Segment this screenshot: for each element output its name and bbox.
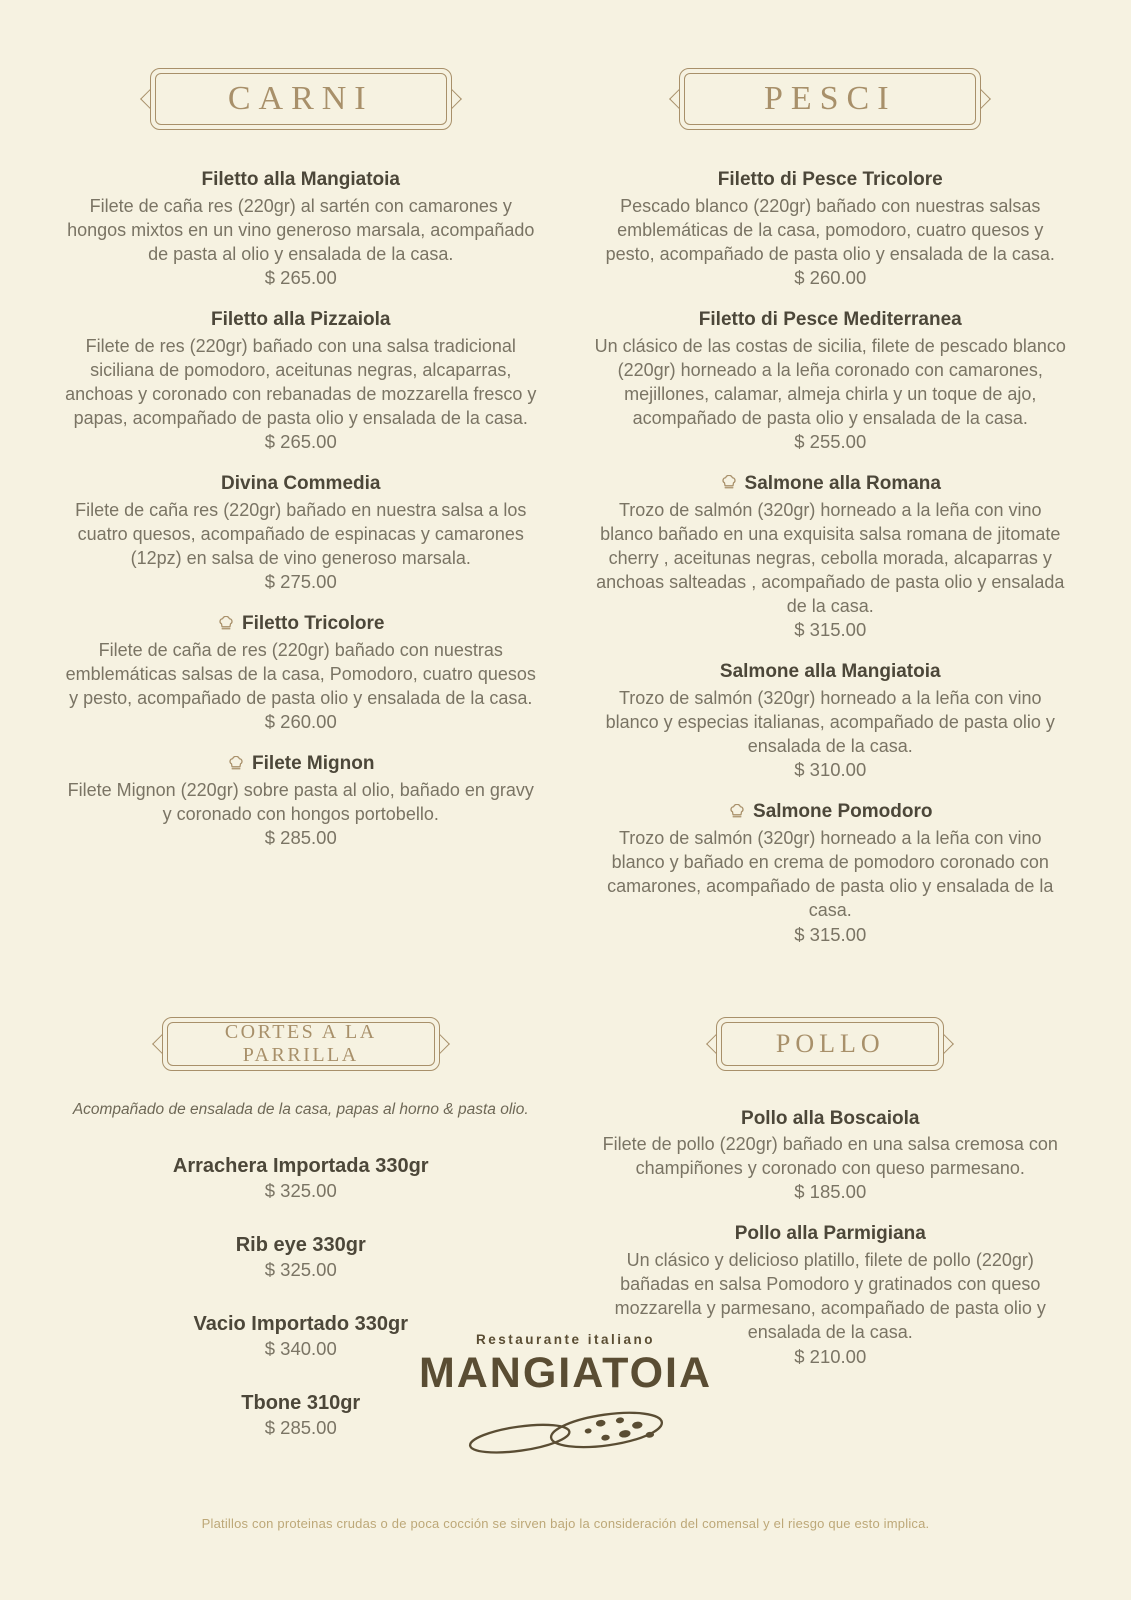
item-price: $ 285.00 — [264, 1416, 337, 1438]
item-name: Filetto alla Mangiatoia — [201, 169, 400, 190]
item-name: Pollo alla Boscaiola — [741, 1107, 920, 1129]
item-price: $ 185.00 — [794, 1181, 867, 1203]
item-name — [64, 752, 538, 777]
pesci-items — [594, 168, 1068, 946]
item-price: $ 260.00 — [264, 711, 337, 733]
item-name: Arrachera Importada 330gr — [172, 1154, 429, 1177]
item-name — [594, 800, 1068, 825]
item-name-text: Salmone Pomodoro — [753, 801, 933, 823]
item-name-text: Filetto Tricolore — [241, 613, 385, 635]
item-price: $ 325.00 — [264, 1258, 337, 1280]
menu-item — [64, 472, 538, 593]
item-price: $ 315.00 — [794, 923, 867, 945]
menu-item — [594, 168, 1068, 289]
pizza-paddle-icon — [0, 1398, 1131, 1465]
item-description: Filete de pollo (220gr) bañado en una salsa cremosa con champiñones y coronado con queso parmesano. — [602, 1134, 1058, 1179]
item-price: $ 255.00 — [794, 431, 867, 453]
cortes-title: CORTES A LA PARRILLA — [167, 1022, 435, 1066]
item-description: Filete Mignon (220gr) sobre pasta al olio, bañado en gravy y coronado con hongos portobello. — [67, 779, 534, 824]
pollo-items — [594, 1107, 1068, 1368]
restaurant-logo — [0, 1332, 1131, 1465]
item-name-text: Filete Mignon — [252, 753, 375, 775]
item-description: Trozo de salmón (320gr) horneado a la leña con vino blanco y especias italianas, acompañado de pasta olio y ensalada de la casa. — [605, 688, 1055, 757]
cortes-note: Acompañado de ensalada de la casa, papas al horno & pasta olio. — [72, 1100, 529, 1118]
item-description: Trozo de salmón (320gr) horneado a la leña con vino blanco bañado en una exquisita salsa romana de jitomate cherry , aceitunas negras, cebolla morada, alcaparras y anchoas salteadas , acompañado de pasta olio y ensalada de la casa. — [596, 499, 1065, 617]
item-description: Trozo de salmón (320gr) horneado a la leña con vino blanco y bañado en crema de pomodoro coronado con camarones, acompañado de pasta olio y ensalada de la casa. — [607, 828, 1054, 921]
menu-item — [64, 308, 538, 453]
item-price: $ 260.00 — [794, 267, 867, 289]
pesci-header-frame — [679, 68, 981, 130]
menu-item — [64, 168, 538, 289]
menu-item — [594, 660, 1068, 781]
item-price: $ 265.00 — [264, 267, 337, 289]
chef-hat-icon — [728, 804, 746, 822]
carni-title: CARNI — [155, 73, 447, 125]
menu-item — [594, 800, 1068, 945]
item-price: $ 325.00 — [264, 1179, 337, 1201]
chef-hat-icon — [217, 616, 235, 634]
item-name: Tbone 310gr — [241, 1391, 361, 1414]
carni-items — [64, 168, 538, 849]
pesci-title: PESCI — [684, 73, 976, 125]
item-description: Un clásico y delicioso platillo, filete de pollo (220gr) bañadas en salsa Pomodoro y gratinados con queso mozzarella y parmesano, acompañado de pasta olio y ensalada de la casa. — [614, 1250, 1046, 1343]
item-price: $ 310.00 — [794, 759, 867, 781]
menu-item — [64, 1232, 538, 1281]
section-carni — [64, 68, 538, 965]
menu-item — [594, 308, 1068, 453]
item-name: Filetto alla Pizzaiola — [211, 309, 391, 331]
item-name: Vacio Importado 330gr — [193, 1312, 408, 1335]
item-description: Filete de caña res (220gr) bañado en nuestra salsa a los cuatro quesos, acompañado de espinacas y camarones (12pz) en salsa de vino generoso marsala. — [75, 499, 527, 569]
item-name — [594, 472, 1068, 497]
footer-disclaimer: Platillos con proteinas crudas o de poca cocción se sirven bajo la consideración del comensal y el riesgo que esto implica. — [201, 1516, 930, 1531]
item-description: Pescado blanco (220gr) bañado con nuestras salsas emblemáticas de la casa, pomodoro, cuatro quesos y pesto, acompañado de pasta olio y ensalada de la casa. — [605, 195, 1055, 264]
item-name: Pollo alla Parmigiana — [734, 1223, 926, 1245]
item-name — [64, 612, 538, 637]
item-price: $ 275.00 — [264, 571, 337, 593]
item-description: Un clásico de las costas de sicilia, filete de pescado blanco (220gr) horneado a la leña coronado con camarones, mejillones, calamar, almeja chirla y un toque de ajo, acompañado de pasta olio y ensalada de la casa. — [594, 335, 1066, 429]
item-name: Salmone alla Mangiatoia — [719, 661, 941, 683]
menu-item — [64, 612, 538, 733]
logo-name: MANGIATOIA — [418, 1349, 713, 1397]
menu-item — [594, 1107, 1068, 1204]
menu-item — [64, 1153, 538, 1202]
item-description: Filete de caña res (220gr) al sartén con camarones y hongos mixtos en un vino generoso marsala, acompañado de pasta al olio y ensalada de la casa. — [67, 195, 535, 264]
item-price: $ 315.00 — [794, 619, 867, 641]
item-name-text: Salmone alla Romana — [744, 473, 941, 495]
carni-header-frame — [150, 68, 452, 130]
section-pesci — [594, 68, 1068, 965]
pollo-title: POLLO — [721, 1022, 939, 1066]
item-description: Filete de res (220gr) bañado con una salsa tradicional siciliana de pomodoro, aceitunas negras, alcaparras, anchoas y coronado con rebanadas de mozzarella fresco y papas, acompañado de pasta olio y ensalada de la casa. — [65, 335, 537, 429]
item-name: Filetto di Pesce Mediterranea — [698, 309, 962, 331]
logo-tagline: Restaurante italiano — [475, 1332, 656, 1347]
item-price: $ 340.00 — [264, 1337, 337, 1359]
chef-hat-icon — [227, 756, 245, 774]
cortes-header-frame — [162, 1017, 440, 1071]
menu-item — [64, 752, 538, 849]
item-price: $ 265.00 — [264, 431, 337, 453]
item-name: Rib eye 330gr — [235, 1233, 366, 1256]
item-description: Filete de caña de res (220gr) bañado con nuestras emblemáticas salsas de la casa, Pomodoro, cuatro quesos y pesto, acompañado de pasta olio y ensalada de la casa. — [65, 639, 536, 709]
item-name: Filetto di Pesce Tricolore — [717, 169, 943, 190]
chef-hat-icon — [720, 475, 738, 493]
item-name: Divina Commedia — [221, 473, 381, 495]
item-price: $ 285.00 — [264, 827, 337, 849]
menu-item — [594, 472, 1068, 641]
item-price: $ 210.00 — [794, 1345, 867, 1367]
pollo-header-frame — [716, 1017, 944, 1071]
